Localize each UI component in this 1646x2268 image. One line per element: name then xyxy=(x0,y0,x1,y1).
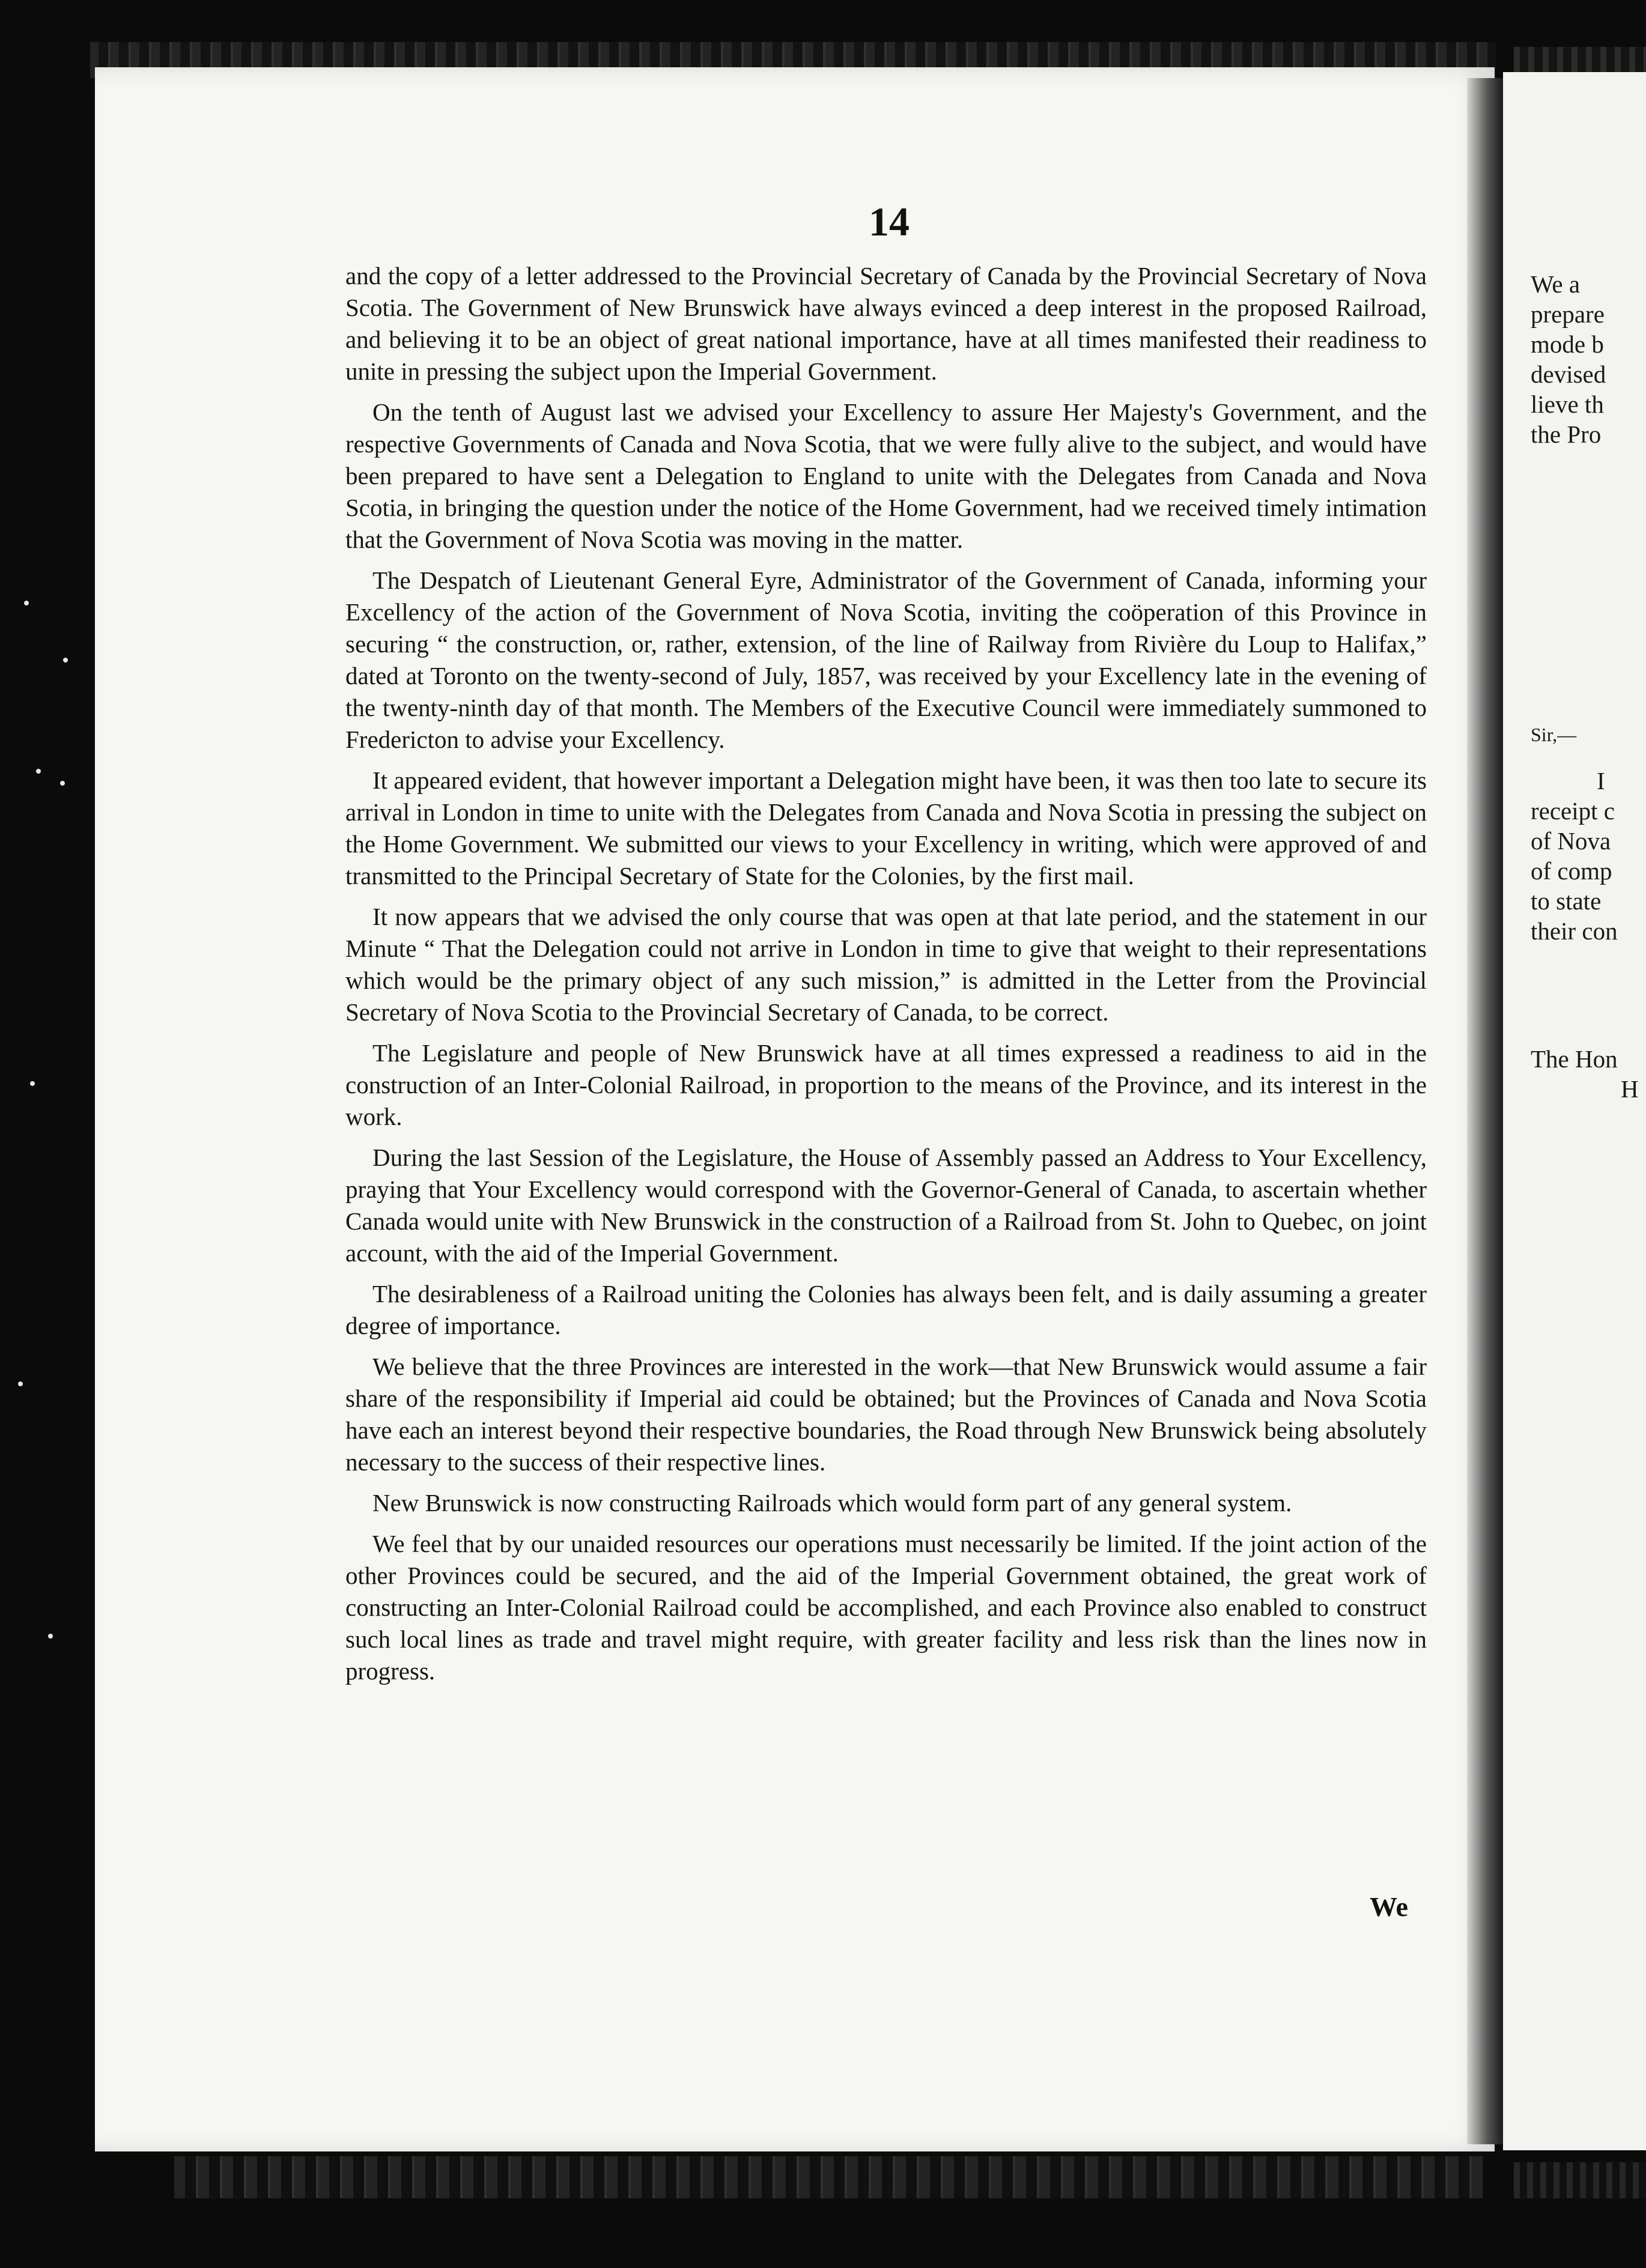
facing-line: We a xyxy=(1531,270,1581,298)
facing-line: to state xyxy=(1531,887,1602,915)
facing-line: their con xyxy=(1531,917,1618,945)
scan-bottom-edge xyxy=(174,2156,1484,2198)
scan-bottom-edge-right xyxy=(1514,2162,1646,2198)
facing-line: lieve th xyxy=(1531,390,1604,418)
facing-line: receipt c xyxy=(1531,797,1615,825)
paragraph: The Despatch of Lieutenant General Eyre, Administrator of the Government of Canada, informing your Excellency of the action of the Government of Nova Scotia, inviting the coöperation of this Province in securing “ the construction, or, rather, extension, of the line of Railway from Rivière du Loup to Halifax,” dated at Toronto on the twenty-second of July, 1857, was received by your Excellency late in the evening of the twenty-ninth day of that month. The Members of the Executive Council were immediately summoned to Fredericton to advise your Excellency. xyxy=(345,566,1427,753)
facing-line: devised xyxy=(1531,360,1606,388)
paragraph: It appeared evident, that however important a Delegation might have been, it was then too late to secure its arrival in London in time to unite with the Delegates from Canada and Nova Scotia in pressing the subject on the Home Government. We submitted our views to your Excellency in writing, which were approved of and transmitted to the Principal Secretary of State for the Colonies, by the first mail. xyxy=(345,766,1427,890)
facing-line: the Pro xyxy=(1531,420,1602,448)
paragraph: It now appears that we advised the only course that was open at that late period, and the statement in our Minute “ That the Delegation could not arrive in London in time to give that weight to their representations which would be the primary object of any such mission,” is admitted in the Letter from the Provincial Secretary of Nova Scotia to the Provincial Secretary of Canada, to be correct. xyxy=(345,903,1427,1026)
facing-line: The Hon xyxy=(1531,1045,1618,1073)
paragraph: The desirableness of a Railroad uniting the Colonies has always been felt, and is daily assuming a greater degree of importance. xyxy=(345,1280,1427,1339)
facing-line: of Nova xyxy=(1531,827,1611,855)
body-text xyxy=(345,260,1427,1696)
facing-page-salutation: Sir,— xyxy=(1531,724,1577,745)
book-gutter xyxy=(1467,78,1503,2144)
facing-page-fragment-a xyxy=(1531,269,1646,449)
paragraph: and the copy of a letter addressed to the Provincial Secretary of Canada by the Provincial Secretary of Nova Scotia. The Government of New Brunswick have always evinced a deep interest in the proposed Railroad, and believing it to be an object of great national importance, have at all times manifested their readiness to unite in pressing the subject upon the Imperial Government. xyxy=(345,262,1427,385)
paragraph: The Legislature and people of New Brunswick have at all times expressed a readiness to aid in the construction of an Inter-Colonial Railroad, in proportion to the means of the Province, and its interest in the work. xyxy=(345,1039,1427,1130)
catchword: We xyxy=(1370,1891,1408,1922)
paragraph: New Brunswick is now constructing Railroads which would form part of any general system. xyxy=(372,1489,1292,1517)
paragraph: We feel that by our unaided resources our operations must necessarily be limited. If the joint action of the other Provinces could be secured, and the aid of the Imperial Government obtained, the great work of constructing an Inter-Colonial Railroad could be accomplished, and each Province also enabled to construct such local lines as trade and travel might require, with greater facility and less risk than the lines now in progress. xyxy=(345,1530,1427,1685)
facing-line: of comp xyxy=(1531,857,1612,885)
facing-page-fragment-c xyxy=(1531,1044,1646,1104)
paragraph: On the tenth of August last we advised your Excellency to assure Her Majesty's Government, and the respective Governments of Canada and Nova Scotia, that we were fully alive to the subject, and would have been prepared to have sent a Delegation to England to unite with the Delegates from Canada and Nova Scotia, in bringing the question under the notice of the Home Government, had we received timely intimation that the Government of Nova Scotia was moving in the matter. xyxy=(345,398,1427,553)
facing-line: mode b xyxy=(1531,330,1604,358)
paragraph: We believe that the three Provinces are interested in the work—that New Brunswick would assume a fair share of the responsibility if Imperial aid could be obtained; but the Provinces of Canada and Nova Scotia have each an interest beyond their respective boundaries, the Road through New Brunswick being absolutely necessary to the success of their respective lines. xyxy=(345,1353,1427,1476)
facing-line: I xyxy=(1597,767,1605,795)
facing-line: H xyxy=(1621,1075,1639,1103)
facing-page-fragment-b xyxy=(1531,766,1646,946)
page-number: 14 xyxy=(869,199,910,244)
paragraph: During the last Session of the Legislature, the House of Assembly passed an Address to Your Excellency, praying that Your Excellency would correspond with the Governor-General of Canada, to ascertain whether Canada would unite with New Brunswick in the construction of a Railroad from St. John to Quebec, on joint account, with the aid of the Imperial Government. xyxy=(345,1144,1427,1267)
facing-line: prepare xyxy=(1531,300,1605,328)
